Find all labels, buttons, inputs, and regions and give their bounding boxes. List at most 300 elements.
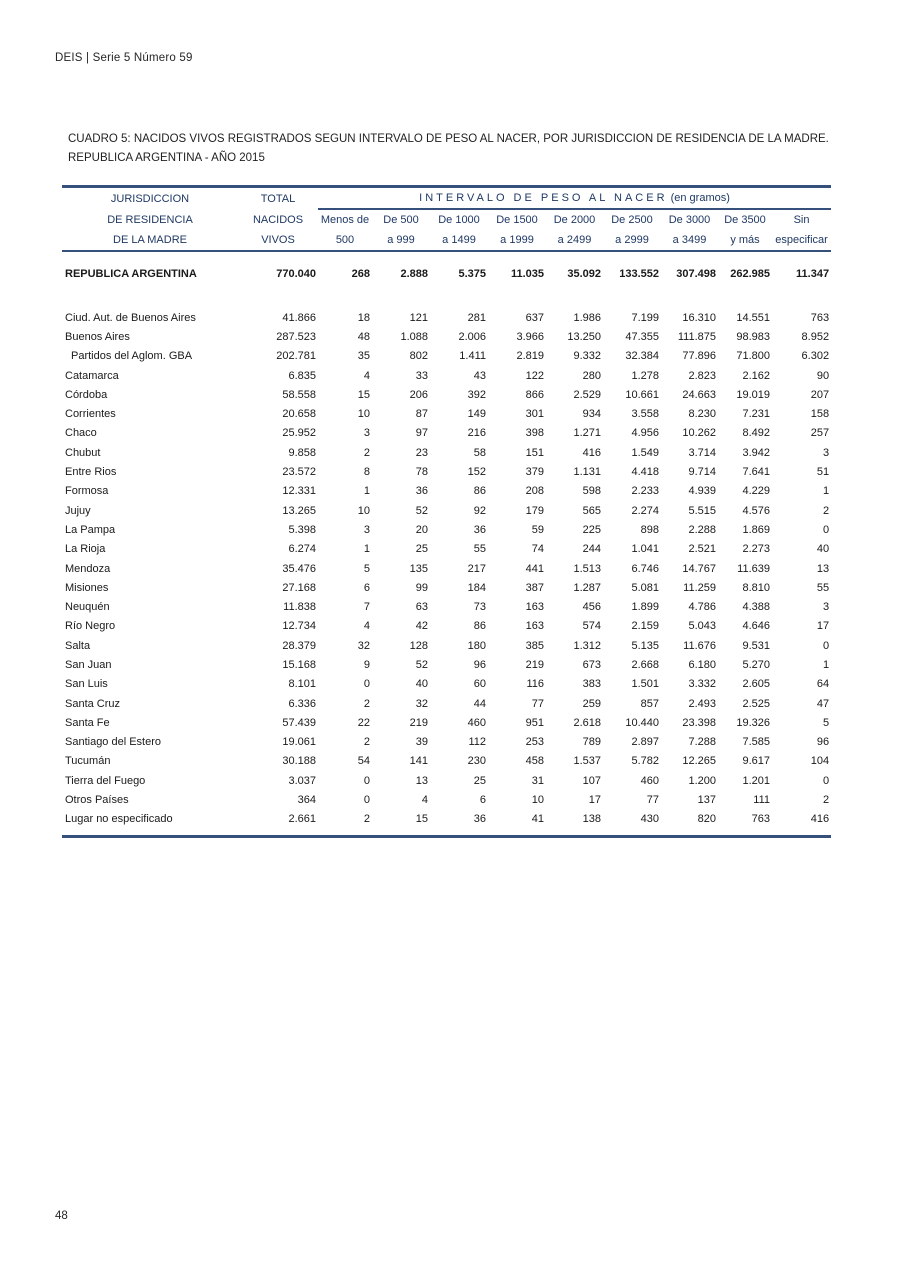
header-row-3 [62, 230, 831, 251]
value-cell: 2.273 [742, 543, 770, 556]
value-cell: 244 [582, 543, 601, 556]
header-row-2 [62, 209, 831, 230]
value-cell: 574 [582, 620, 601, 633]
value-cell: 1.513 [573, 562, 601, 575]
intervalo-units-label: (en gramos) [667, 192, 730, 204]
value-cell: 387 [525, 581, 544, 594]
table-row [62, 810, 831, 829]
value-cell: 820 [697, 813, 716, 826]
table-row [62, 482, 831, 501]
value-cell: 8.810 [742, 581, 770, 594]
value-cell: 2.888 [400, 268, 428, 280]
value-cell: 31 [531, 774, 544, 787]
value-cell: 280 [582, 369, 601, 382]
value-cell: 25.952 [282, 427, 316, 440]
value-cell: 11.676 [683, 639, 716, 652]
value-cell: 281 [467, 311, 486, 324]
value-cell: 6.746 [631, 562, 659, 575]
value-cell: 1.271 [573, 427, 601, 440]
jurisdiction-cell: Córdoba [65, 388, 108, 401]
value-cell: 135 [409, 562, 428, 575]
table-row [62, 771, 831, 790]
value-cell: 152 [467, 466, 486, 479]
jurisdiction-cell: Tucumán [65, 755, 111, 768]
col-header-interval-8-l2: especificar [772, 230, 831, 251]
col-header-interval-7-l2: y más [718, 230, 772, 251]
value-cell: 2 [363, 813, 370, 826]
value-cell: 2.493 [688, 697, 716, 710]
value-cell: 2.668 [631, 658, 659, 671]
value-cell: 41.866 [282, 311, 316, 324]
table-row [62, 597, 831, 616]
value-cell: 97 [415, 427, 428, 440]
col-header-jurisdiccion-l1: JURISDICCION [110, 192, 190, 205]
value-cell: 99 [415, 581, 428, 594]
value-cell: 151 [525, 446, 544, 459]
value-cell: 0 [363, 678, 370, 691]
value-cell: 219 [409, 716, 428, 729]
value-cell: 2.159 [631, 620, 659, 633]
value-cell: 158 [810, 408, 830, 421]
value-cell: 219 [525, 658, 544, 671]
value-cell: 19.019 [736, 388, 770, 401]
value-cell: 107 [582, 774, 601, 787]
value-cell: 1.411 [459, 350, 486, 363]
value-cell: 3.942 [742, 446, 770, 459]
value-cell: 430 [640, 813, 659, 826]
value-cell: 4.229 [742, 485, 770, 498]
value-cell: 2.897 [631, 736, 659, 749]
value-cell: 44 [473, 697, 486, 710]
value-cell: 3.558 [631, 408, 659, 421]
value-cell: 16.310 [682, 311, 716, 324]
table-row [62, 559, 831, 578]
value-cell: 2.618 [573, 716, 601, 729]
value-cell: 1.131 [573, 466, 601, 479]
value-cell: 10 [357, 408, 370, 421]
table-row [62, 251, 831, 296]
value-cell: 32 [357, 639, 370, 652]
col-header-interval-3-l1: De 1500 [496, 214, 538, 226]
table-row [62, 366, 831, 385]
jurisdiction-cell: Santiago del Estero [65, 736, 162, 749]
value-cell: 364 [297, 794, 316, 807]
col-header-interval-8-l1: Sin [793, 214, 810, 226]
value-cell: 19.326 [736, 716, 770, 729]
value-cell: 385 [525, 639, 544, 652]
table-row [62, 713, 831, 732]
jurisdiction-cell: San Juan [65, 658, 112, 671]
value-cell: 0 [363, 794, 370, 807]
value-cell: 57.439 [282, 716, 316, 729]
value-cell: 4 [421, 794, 428, 807]
jurisdiction-cell: REPUBLICA ARGENTINA [65, 268, 197, 280]
jurisdiction-cell: Buenos Aires [65, 330, 130, 343]
value-cell: 47.355 [625, 330, 659, 343]
value-cell: 74 [531, 543, 544, 556]
value-cell: 458 [525, 755, 544, 768]
value-cell: 7.641 [742, 466, 770, 479]
value-cell: 9 [363, 658, 370, 671]
value-cell: 86 [473, 620, 486, 633]
value-cell: 12.331 [282, 485, 316, 498]
value-cell: 268 [351, 268, 370, 280]
value-cell: 2.819 [516, 350, 544, 363]
value-cell: 52 [415, 504, 428, 517]
table-row [62, 347, 831, 366]
value-cell: 13 [415, 774, 428, 787]
value-cell: 13 [816, 562, 830, 575]
table-row [62, 404, 831, 423]
value-cell: 180 [467, 639, 486, 652]
jurisdiction-cell: La Rioja [65, 543, 106, 556]
jurisdiction-cell: Salta [65, 639, 91, 652]
value-cell: 1.501 [631, 678, 659, 691]
table-row [62, 752, 831, 771]
value-cell: 5 [363, 562, 370, 575]
value-cell: 1.287 [573, 581, 601, 594]
value-cell: 20.658 [282, 408, 316, 421]
value-cell: 7.288 [688, 736, 716, 749]
value-cell: 3.714 [688, 446, 716, 459]
value-cell: 5.081 [631, 581, 659, 594]
col-header-interval-7-l1: De 3500 [724, 214, 766, 226]
table-row [62, 790, 831, 809]
value-cell: 9.531 [742, 639, 770, 652]
value-cell: 802 [409, 350, 428, 363]
value-cell: 13.250 [567, 330, 601, 343]
value-cell: 1 [363, 485, 370, 498]
value-cell: 0 [822, 774, 830, 787]
value-cell: 47 [816, 697, 830, 710]
value-cell: 1.201 [742, 774, 770, 787]
value-cell: 5.135 [631, 639, 659, 652]
col-header-interval-0-l1: Menos de [320, 214, 370, 226]
value-cell: 121 [409, 311, 428, 324]
col-header-interval-6-l2: a 3499 [661, 230, 718, 251]
table-title-line2: REPUBLICA ARGENTINA - AÑO 2015 [68, 152, 265, 164]
value-cell: 2 [363, 446, 370, 459]
value-cell: 2.162 [742, 369, 770, 382]
value-cell: 1 [822, 658, 830, 671]
table-row [62, 540, 831, 559]
col-header-interval-4-l2: a 2499 [546, 230, 603, 251]
value-cell: 86 [473, 485, 486, 498]
value-cell: 17 [588, 794, 601, 807]
value-cell: 122 [525, 369, 544, 382]
value-cell: 2.233 [631, 485, 659, 498]
jurisdiction-cell: Ciud. Aut. de Buenos Aires [65, 311, 196, 324]
col-header-interval-2-l2: a 1499 [430, 230, 488, 251]
value-cell: 19.061 [282, 736, 316, 749]
value-cell: 3.037 [288, 774, 316, 787]
table-row [62, 424, 831, 443]
value-cell: 35.476 [282, 562, 316, 575]
value-cell: 257 [810, 427, 830, 440]
statistics-table-container [62, 185, 831, 838]
value-cell: 4.786 [688, 601, 716, 614]
value-cell: 207 [810, 388, 830, 401]
value-cell: 202.781 [276, 350, 316, 363]
value-cell: 11.639 [737, 562, 770, 575]
value-cell: 55 [816, 581, 830, 594]
value-cell: 36 [473, 523, 486, 536]
jurisdiction-cell: La Pampa [65, 523, 116, 536]
value-cell: 10.440 [625, 716, 659, 729]
header-row-1 [62, 187, 831, 210]
jurisdiction-cell: Formosa [65, 485, 109, 498]
col-header-interval-0-l2: 500 [318, 230, 372, 251]
value-cell: 63 [415, 601, 428, 614]
col-header-total-l2: NACIDOS [252, 213, 304, 226]
table-row [62, 675, 831, 694]
jurisdiction-cell: Tierra del Fuego [65, 774, 146, 787]
value-cell: 5.043 [688, 620, 716, 633]
table-row [62, 308, 831, 327]
value-cell: 7.585 [742, 736, 770, 749]
col-header-interval-6-l1: De 3000 [668, 214, 711, 226]
value-cell: 4.576 [742, 504, 770, 517]
value-cell: 10.262 [682, 427, 716, 440]
value-cell: 2.521 [688, 543, 716, 556]
value-cell: 71.800 [736, 350, 770, 363]
col-header-interval-3-l2: a 1999 [488, 230, 546, 251]
value-cell: 5 [822, 716, 830, 729]
jurisdiction-cell: Río Negro [65, 620, 116, 633]
jurisdiction-cell: Neuquén [65, 601, 110, 614]
jurisdiction-cell: Santa Fe [65, 716, 110, 729]
value-cell: 6.302 [801, 350, 830, 363]
value-cell: 1 [822, 485, 830, 498]
page-number: 48 [55, 1210, 68, 1222]
jurisdiction-cell: Chaco [65, 427, 97, 440]
value-cell: 2.274 [631, 504, 659, 517]
value-cell: 5.398 [288, 523, 316, 536]
value-cell: 789 [582, 736, 601, 749]
value-cell: 379 [525, 466, 544, 479]
value-cell: 253 [525, 736, 544, 749]
value-cell: 2 [363, 736, 370, 749]
value-cell: 866 [525, 388, 544, 401]
col-header-interval-5-l1: De 2500 [611, 214, 653, 226]
value-cell: 4.418 [631, 466, 659, 479]
value-cell: 92 [473, 504, 486, 517]
value-cell: 11.259 [683, 581, 716, 594]
value-cell: 392 [467, 388, 486, 401]
value-cell: 5.375 [458, 268, 486, 280]
value-cell: 163 [525, 601, 544, 614]
value-cell: 98.983 [736, 330, 770, 343]
value-cell: 28.379 [282, 639, 316, 652]
value-cell: 30.188 [282, 755, 316, 768]
table-row [62, 462, 831, 481]
value-cell: 14.551 [736, 311, 770, 324]
value-cell: 2 [822, 504, 830, 517]
value-cell: 1.549 [631, 446, 659, 459]
value-cell: 6 [479, 794, 486, 807]
value-cell: 1.537 [573, 755, 601, 768]
table-row [62, 501, 831, 520]
jurisdiction-cell: Corrientes [65, 408, 116, 421]
table-row [62, 636, 831, 655]
value-cell: 416 [810, 813, 830, 826]
value-cell: 77.896 [682, 350, 716, 363]
value-cell: 2.529 [573, 388, 601, 401]
value-cell: 230 [467, 755, 486, 768]
value-cell: 637 [525, 311, 544, 324]
value-cell: 460 [640, 774, 659, 787]
value-cell: 36 [473, 813, 486, 826]
value-cell: 77 [531, 697, 544, 710]
value-cell: 898 [640, 523, 659, 536]
col-group-header-intervalo [318, 187, 831, 210]
value-cell: 2.605 [742, 678, 770, 691]
value-cell: 770.040 [276, 268, 316, 280]
value-cell: 42 [415, 620, 428, 633]
value-cell: 15 [415, 813, 428, 826]
value-cell: 51 [816, 466, 830, 479]
value-cell: 3 [822, 601, 830, 614]
value-cell: 934 [582, 408, 601, 421]
value-cell: 7 [363, 601, 370, 614]
table-title-line1: CUADRO 5: NACIDOS VIVOS REGISTRADOS SEGUN INTERVALO DE PESO AL NACER, POR JURISDICCION DE RESIDENCIA DE LA MADRE. [68, 133, 829, 145]
value-cell: 1 [363, 543, 370, 556]
table-row [62, 655, 831, 674]
value-cell: 25 [415, 543, 428, 556]
value-cell: 9.714 [688, 466, 716, 479]
value-cell: 763 [810, 311, 830, 324]
value-cell: 6.180 [688, 658, 716, 671]
value-cell: 40 [816, 543, 830, 556]
table-row [62, 520, 831, 539]
value-cell: 36 [415, 485, 428, 498]
value-cell: 10 [357, 504, 370, 517]
value-cell: 13.265 [282, 504, 316, 517]
value-cell: 2.525 [742, 697, 770, 710]
value-cell: 8.952 [801, 330, 830, 343]
table-header [62, 187, 831, 252]
value-cell: 90 [816, 369, 830, 382]
table-row [62, 385, 831, 404]
value-cell: 1.088 [400, 330, 428, 343]
value-cell: 22 [357, 716, 370, 729]
value-cell: 951 [525, 716, 544, 729]
jurisdiction-cell: Catamarca [65, 369, 119, 382]
value-cell: 3 [363, 427, 370, 440]
value-cell: 208 [525, 485, 544, 498]
value-cell: 3.332 [688, 678, 716, 691]
value-cell: 0 [363, 774, 370, 787]
value-cell: 96 [816, 736, 830, 749]
table-title [68, 130, 829, 168]
value-cell: 673 [582, 658, 601, 671]
col-header-interval-5-l2: a 2999 [603, 230, 661, 251]
value-cell: 23 [415, 446, 428, 459]
table-row [62, 327, 831, 346]
value-cell: 2 [822, 794, 830, 807]
col-header-interval-2-l1: De 1000 [438, 214, 480, 226]
value-cell: 763 [751, 813, 770, 826]
value-cell: 565 [582, 504, 601, 517]
value-cell: 128 [409, 639, 428, 652]
value-cell: 58.558 [282, 388, 316, 401]
value-cell: 35.092 [567, 268, 601, 280]
value-cell: 59 [531, 523, 544, 536]
value-cell: 64 [816, 678, 830, 691]
value-cell: 12.734 [282, 620, 316, 633]
value-cell: 25 [473, 774, 486, 787]
value-cell: 11.838 [283, 601, 316, 614]
table-row [62, 617, 831, 636]
value-cell: 15.168 [282, 658, 316, 671]
value-cell: 9.617 [742, 755, 770, 768]
table-row [62, 694, 831, 713]
value-cell: 23.398 [682, 716, 716, 729]
value-cell: 12.265 [682, 755, 716, 768]
value-cell: 4.939 [688, 485, 716, 498]
value-cell: 10.661 [625, 388, 659, 401]
value-cell: 41 [531, 813, 544, 826]
value-cell: 111.875 [677, 330, 716, 343]
table-body [62, 251, 831, 837]
value-cell: 7.231 [742, 408, 770, 421]
jurisdiction-cell: Partidos del Aglom. GBA [71, 350, 193, 363]
value-cell: 3 [822, 446, 830, 459]
value-cell: 598 [582, 485, 601, 498]
value-cell: 8 [363, 466, 370, 479]
value-cell: 3.966 [516, 330, 544, 343]
value-cell: 133.552 [619, 268, 659, 280]
value-cell: 35 [357, 350, 370, 363]
value-cell: 0 [822, 639, 830, 652]
col-header-total-l3: VIVOS [238, 230, 318, 251]
value-cell: 6 [363, 581, 370, 594]
value-cell: 7.199 [631, 311, 659, 324]
value-cell: 287.523 [276, 330, 316, 343]
jurisdiction-cell: Otros Países [65, 794, 129, 807]
col-header-interval-4-l1: De 2000 [553, 214, 596, 226]
value-cell: 262.985 [730, 268, 770, 280]
value-cell: 43 [473, 369, 486, 382]
jurisdiction-cell: Entre Rios [65, 466, 117, 479]
value-cell: 307.498 [676, 268, 716, 280]
value-cell: 10 [531, 794, 544, 807]
value-cell: 2.006 [458, 330, 486, 343]
value-cell: 301 [525, 408, 544, 421]
spacer-cell [62, 296, 831, 308]
value-cell: 18 [357, 311, 370, 324]
value-cell: 460 [467, 716, 486, 729]
value-cell: 1.986 [573, 311, 601, 324]
value-cell: 225 [582, 523, 601, 536]
value-cell: 24.663 [682, 388, 716, 401]
value-cell: 54 [357, 755, 370, 768]
value-cell: 2 [363, 697, 370, 710]
value-cell: 52 [415, 658, 428, 671]
value-cell: 8.230 [688, 408, 716, 421]
value-cell: 9.858 [288, 446, 316, 459]
jurisdiction-cell: Santa Cruz [65, 697, 121, 710]
value-cell: 259 [582, 697, 601, 710]
value-cell: 138 [582, 813, 601, 826]
value-cell: 112 [468, 736, 486, 749]
running-header: DEIS | Serie 5 Número 59 [55, 52, 193, 64]
value-cell: 141 [409, 755, 428, 768]
value-cell: 179 [525, 504, 544, 517]
value-cell: 5.782 [631, 755, 659, 768]
value-cell: 1.869 [742, 523, 770, 536]
births-by-weight-table [62, 185, 831, 838]
